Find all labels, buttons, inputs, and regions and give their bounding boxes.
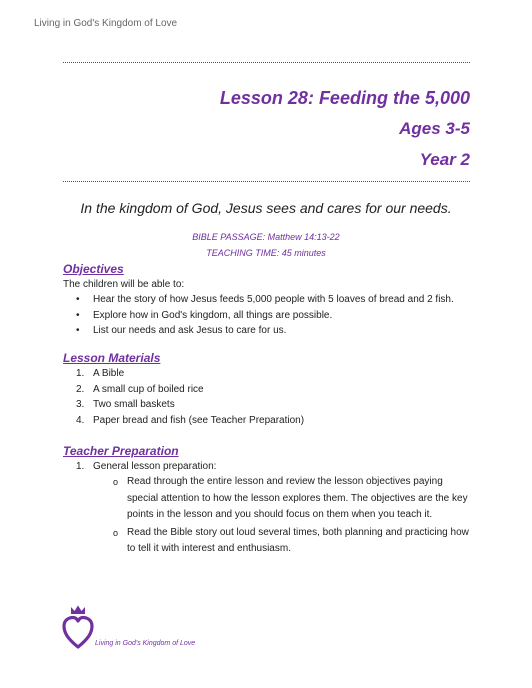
footer-text: Living in God's Kingdom of Love <box>95 640 196 647</box>
materials-heading: Lesson Materials <box>63 351 161 365</box>
list-text: General lesson preparation: <box>93 461 217 472</box>
list-number: 2. <box>76 383 85 395</box>
sub-list-item: o Read the Bible story out loud several times, both planning and practicing how to tell it with interest and enthusiasm. <box>113 525 471 558</box>
list-text: Paper bread and fish (see Teacher Preparation) <box>93 415 305 427</box>
list-text: A small cup of boiled rice <box>93 383 204 395</box>
list-item: • Explore how in God's kingdom, all things are possible. <box>63 308 454 324</box>
objectives-list <box>63 292 454 339</box>
list-item <box>63 397 304 413</box>
crowned-heart-icon <box>62 603 94 651</box>
materials-list <box>63 366 304 429</box>
top-divider <box>63 62 470 63</box>
list-item <box>63 366 304 382</box>
list-number: 4. <box>76 415 85 427</box>
bible-passage: BIBLE PASSAGE: Matthew 14:13-22 <box>192 232 340 242</box>
teaching-time: TEACHING TIME: 45 minutes <box>206 248 326 258</box>
ages-title: Ages 3-5 <box>399 119 470 138</box>
lesson-title: Lesson 28: Feeding the 5,000 <box>219 88 470 108</box>
list-number: 1. <box>76 368 85 379</box>
list-item <box>63 382 304 398</box>
list-number: 3. <box>76 399 85 411</box>
preparation-list <box>63 459 216 475</box>
running-header: Living in God's Kingdom of Love <box>34 18 178 29</box>
list-item: • List our needs and ask Jesus to care for us. <box>63 323 454 339</box>
year-title: Year 2 <box>419 150 470 169</box>
list-item: • Hear the story of how Jesus feeds 5,000 people with 5 loaves of bread and 2 fish. <box>63 292 454 308</box>
lesson-theme: In the kingdom of God, Jesus sees and cares for our needs. <box>80 200 452 216</box>
preparation-sub-list <box>113 474 471 559</box>
list-number: 1. <box>76 461 85 472</box>
list-text: Two small baskets <box>93 399 175 411</box>
objectives-heading: Objectives <box>63 262 124 276</box>
title-divider <box>63 181 470 182</box>
sub-list-item: o Read through the entire lesson and review the lesson objectives paying special attention to how the lesson explores them. The objectives are the key points in the lesson and you should focus on them when you teach it. <box>113 474 471 524</box>
preparation-heading: Teacher Preparation <box>63 444 179 458</box>
list-item <box>63 459 216 475</box>
list-text: A Bible <box>93 368 125 379</box>
list-item <box>63 413 304 429</box>
objectives-intro: The children will be able to: <box>63 279 185 290</box>
